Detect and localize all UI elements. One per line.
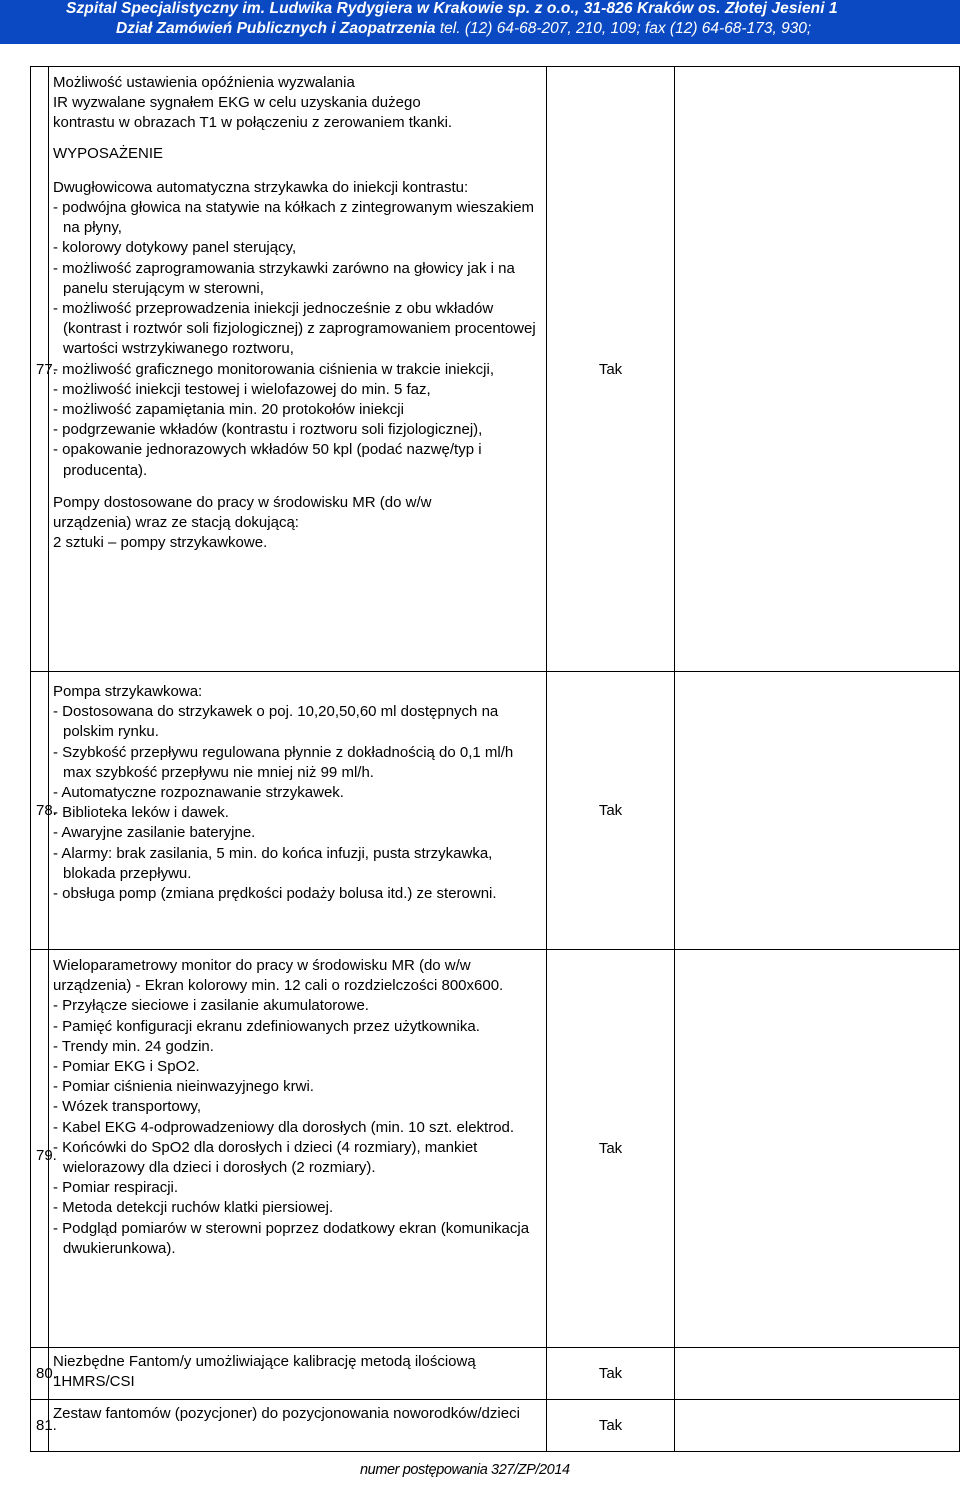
- list-item: - podwójna głowica na statywie na kółkach z zintegrowanym wieszakiem na płyny,: [53, 199, 535, 237]
- empty-cell: [675, 67, 960, 672]
- row-description: [49, 672, 547, 950]
- answer-cell: Tak: [547, 67, 675, 672]
- list-item: - Pamięć konfiguracji ekranu zdefiniowanych przez użytkownika.: [53, 1017, 480, 1035]
- intro-line: kontrastu w obrazach T1 w połączeniu z zerowaniem tkanki.: [53, 114, 453, 132]
- list-item: - Dostosowana do strzykawek o poj. 10,20,50,60 ml dostępnych na polskim rynku.: [53, 703, 499, 741]
- list-item: - Podgląd pomiarów w sterowni poprzez dodatkowy ekran (komunikacja dwukierunkowa).: [53, 1219, 530, 1257]
- list-item: - Pomiar respiracji.: [53, 1179, 179, 1197]
- intro-line: Możliwość ustawienia opóźnienia wyzwalania: [53, 74, 355, 91]
- document-header: [0, 0, 960, 44]
- list-item: - Trendy min. 24 godzin.: [53, 1037, 214, 1055]
- list-item: - możliwość zapamiętania min. 20 protokołów iniekcji: [53, 401, 404, 419]
- list-item: - obsługa pomp (zmiana prędkości podaży bolusa itd.) ze sterowni.: [53, 885, 497, 903]
- row-description: Zestaw fantomów (pozycjoner) do pozycjonowania noworodków/dzieci: [49, 1400, 547, 1452]
- section-heading: WYPOSAŻENIE: [53, 144, 164, 162]
- list-item: - kolorowy dotykowy panel sterujący,: [53, 239, 297, 257]
- table-row-79: [31, 950, 960, 1348]
- list-item: - możliwość zaprogramowania strzykawki zarówno na głowicy jak i na panelu sterującym w sterowni,: [53, 259, 515, 297]
- list-item: - Pomiar EKG i SpO2.: [53, 1058, 200, 1076]
- row-number: 81.: [31, 1400, 49, 1452]
- list-item: - Metoda detekcji ruchów klatki piersiowej.: [53, 1199, 334, 1217]
- table-row-77: [31, 67, 960, 672]
- list-item: - Końcówki do SpO2 dla dorosłych i dzieci (4 rozmiary), mankiet wielorazowy dla dzieci i dorosłych (2 rozmiary).: [53, 1138, 478, 1177]
- empty-cell: [675, 950, 960, 1348]
- row-number: 78.: [31, 672, 49, 950]
- row-description: [49, 67, 547, 672]
- list-item: - Kabel EKG 4-odprowadzeniowy dla dorosłych (min. 10 szt. elektrod.: [53, 1118, 515, 1136]
- list-item: - Alarmy: brak zasilania, 5 min. do końca infuzji, pusta strzykawka, blokada przepływu.: [53, 844, 493, 882]
- list-item: - możliwość przeprowadzenia iniekcji jednocześnie z obu wkładów (kontrast i roztwór soli fizjologicznej) z zaprogramowaniem procentowej wartości wstrzykiwanego roztworu,: [53, 300, 536, 358]
- row-number: 80.: [31, 1348, 49, 1400]
- row-description: Niezbędne Fantom/y umożliwiające kalibrację metodą ilościową 1HMRS/CSI: [49, 1348, 547, 1400]
- lead-text: Pompa strzykawkowa:: [53, 683, 203, 700]
- answer-cell: Tak: [547, 672, 675, 950]
- header-department: Dział Zamówień Publicznych i Zaopatrzenia: [116, 20, 436, 37]
- pumps-line: Pompy dostosowane do pracy w środowisku MR (do w/w: [53, 493, 432, 511]
- row-number: 77.: [31, 67, 49, 672]
- list-item: - Wózek transportowy,: [53, 1098, 202, 1116]
- row-number: 79.: [31, 950, 49, 1348]
- row-description: [49, 950, 547, 1348]
- lead-text: Dwugłowicowa automatyczna strzykawka do iniekcji kontrastu:: [53, 178, 469, 196]
- empty-cell: [675, 1348, 960, 1400]
- list-item: - Awaryjne zasilanie bateryjne.: [53, 824, 256, 842]
- answer-cell: Tak: [547, 1400, 675, 1452]
- header-contact: tel. (12) 64-68-207, 210, 109; fax (12) 64-68-173, 930;: [435, 20, 812, 37]
- intro-line: IR wyzwalane sygnałem EKG w celu uzyskania dużego: [53, 94, 421, 112]
- list-item: - możliwość graficznego monitorowania ciśnienia w trakcie iniekcji,: [53, 360, 495, 378]
- procedure-number-footer: numer postępowania 327/ZP/2014: [360, 1462, 570, 1478]
- answer-cell: Tak: [547, 1348, 675, 1400]
- list-item: - Szybkość przepływu regulowana płynnie z dokładnością do 0,1 ml/h max szybkość przepływu nie mniej niż 99 ml/h.: [53, 743, 514, 781]
- pumps-line: 2 sztuki – pompy strzykawkowe.: [53, 534, 268, 552]
- table-row-81: [31, 1400, 960, 1452]
- header-line-1: Szpital Specjalistyczny im. Ludwika Rydygiera w Krakowie sp. z o.o., 31-826 Kraków os. Złotej Jesieni 1: [66, 0, 838, 17]
- answer-cell: Tak: [547, 950, 675, 1348]
- specification-table: [30, 66, 960, 1452]
- table-row-80: [31, 1348, 960, 1400]
- list-item: - opakowanie jednorazowych wkładów 50 kpl (podać nazwę/typ i producenta).: [53, 441, 482, 479]
- list-item: - Przyłącze sieciowe i zasilanie akumulatorowe.: [53, 997, 369, 1015]
- table-row-78: [31, 672, 960, 950]
- list-item: - podgrzewanie wkładów (kontrastu i roztworu soli fizjologicznej),: [53, 421, 483, 439]
- list-item: - Automatyczne rozpoznawanie strzykawek.: [53, 784, 344, 802]
- list-item: - Biblioteka leków i dawek.: [53, 804, 229, 822]
- empty-cell: [675, 1400, 960, 1452]
- list-item: - możliwość iniekcji testowej i wielofazowej do min. 5 faz,: [53, 380, 431, 398]
- pumps-line: urządzenia) wraz ze stacją dokującą:: [53, 514, 299, 532]
- lead-text: Wieloparametrowy monitor do pracy w środowisku MR (do w/w urządzenia) - Ekran kolorowy min. 12 cali o rozdzielczości 800x600.: [53, 957, 504, 995]
- header-line-2: [116, 20, 811, 38]
- list-item: - Pomiar ciśnienia nieinwazyjnego krwi.: [53, 1078, 314, 1096]
- empty-cell: [675, 672, 960, 950]
